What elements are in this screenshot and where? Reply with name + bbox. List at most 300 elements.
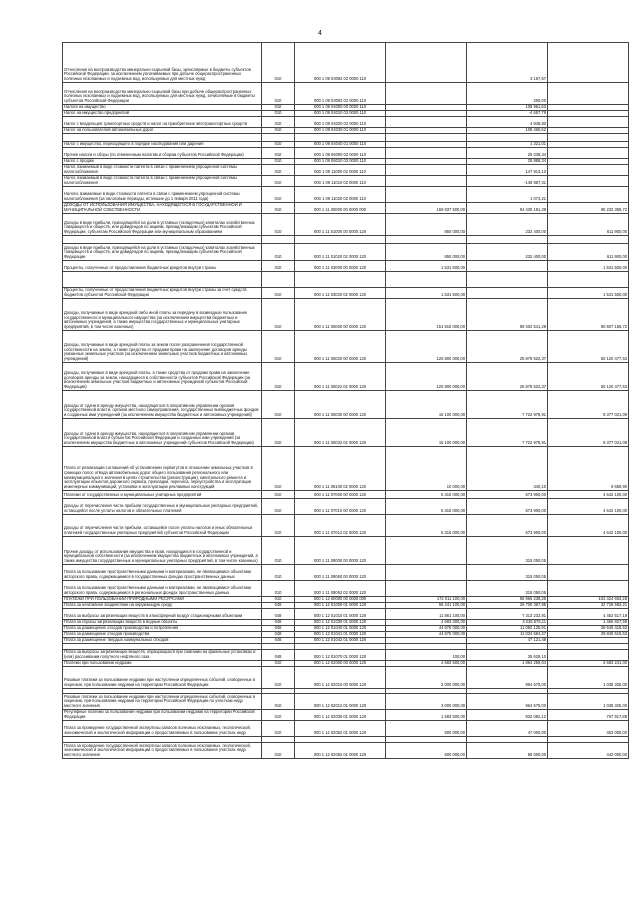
- table-row: [63, 117, 629, 128]
- table-row: [63, 203, 629, 214]
- row-budget-code: 000 1 11 05032 02 0000 120: [295, 419, 386, 447]
- table-row: [63, 515, 629, 537]
- row-name: Доходы от сдачи в аренду имущества, находящегося в оперативном управлении органов государственной власти, органов местного самоуправления, государственных внебюджетных фондов и созданных ими учреждений (за исключением имущества бюджетных и автономных учреждений): [63, 391, 262, 419]
- row-admin-code: 048: [262, 632, 295, 638]
- table-row: [63, 261, 629, 272]
- table-row: [63, 597, 629, 603]
- table-row: [63, 447, 629, 491]
- row-admin-code: 048: [262, 620, 295, 626]
- row-remaining: 8 377 021,09: [548, 391, 629, 419]
- row-executed: [467, 272, 548, 288]
- row-approved: [386, 83, 467, 105]
- table-row: [63, 363, 629, 391]
- row-budget-code: 000 1 11 00000 00 0000 000: [295, 203, 386, 214]
- row-remaining: [548, 148, 629, 159]
- row-executed: 25 038,34: [467, 148, 548, 159]
- row-name: Плата за пользование пространственными данными и материалами, не являющимися объектами авторского права, содержащимися в региональных фондах пространственных данных: [63, 581, 262, 597]
- row-name: Плата за проведение государственной экспертизы запасов полезных ископаемых, геологической, экономической и экологической информации о предоставляемых в пользование участках недр: [63, 721, 262, 737]
- table-row: [63, 710, 629, 721]
- table-row: [63, 603, 629, 609]
- row-executed: 47 000,00: [467, 721, 548, 737]
- row-remaining: 453 000,00: [548, 721, 629, 737]
- row-executed: 315 050,05: [467, 581, 548, 597]
- row-budget-code: 000 1 09 03083 02 0000 110: [295, 83, 386, 105]
- row-budget-code: 000 1 11 05000 00 0000 120: [295, 299, 386, 331]
- table-row: [63, 176, 629, 187]
- row-executed: [467, 261, 548, 272]
- row-admin-code: 010: [262, 117, 295, 128]
- row-budget-code: 000 1 11 01020 02 0000 120: [295, 244, 386, 261]
- table-row: [63, 43, 629, 83]
- row-executed: 964 675,00: [467, 694, 548, 710]
- row-name: Налог с владельцев транспортных средств и налог на приобретение автотранспортных средств: [63, 117, 262, 128]
- row-approved: 169 837 500,00: [386, 203, 467, 214]
- table-row: [63, 499, 629, 515]
- row-admin-code: 010: [262, 667, 295, 689]
- row-admin-code: 010: [262, 597, 295, 603]
- row-executed: 1 321,01: [467, 142, 548, 148]
- row-approved: 500 000,00: [386, 721, 467, 737]
- row-admin-code: 010: [262, 721, 295, 737]
- table-row: [63, 83, 629, 105]
- row-admin-code: 048: [262, 609, 295, 620]
- row-approved: 1 583 500,00: [386, 710, 467, 721]
- row-executed: 232 400,00: [467, 244, 548, 261]
- table-row: [63, 626, 629, 632]
- row-approved: [386, 165, 467, 176]
- row-remaining: [548, 650, 629, 661]
- row-approved: 11 861 100,00: [386, 609, 467, 620]
- row-approved: 44 875 000,00: [386, 626, 467, 632]
- row-budget-code: 000 1 09 06000 02 0000 110: [295, 148, 386, 159]
- row-remaining: 29 840 615,63: [548, 632, 629, 638]
- row-name: Доходы, получаемые в виде арендной платы за земли после разграничения государственной собственности на землю, а также средства от продажи права на заключение договоров аренды указанных земельных участков (за исключением земельных участков бюджетных и автономных учреждений): [63, 331, 262, 363]
- row-remaining: 102 424 653,28: [548, 597, 629, 603]
- row-approved: 2 000 000,00: [386, 694, 467, 710]
- row-executed: [467, 134, 548, 142]
- row-remaining: [548, 565, 629, 581]
- revenue-table: [62, 42, 629, 759]
- row-remaining: 2 683 241,00: [548, 661, 629, 667]
- row-executed: -4 657,79: [467, 111, 548, 117]
- table-row: [63, 148, 629, 159]
- table-row: [63, 537, 629, 565]
- table-row: [63, 491, 629, 499]
- table-row: [63, 165, 629, 176]
- row-executed: 1 854 259,04: [467, 661, 548, 667]
- row-name: Доходы в виде прибыли, приходящейся на доли в уставных (складочных) капиталах хозяйственных товариществ и обществ, или дивидендов по акциям, принадлежащим субъектам Российской Федерации: [63, 244, 262, 261]
- row-remaining: [548, 117, 629, 128]
- row-approved: [386, 176, 467, 187]
- row-name: Проценты, полученные от предоставления бюджетных кредитов внутри страны: [63, 261, 262, 272]
- row-budget-code: 000 1 09 04040 01 0000 110: [295, 142, 386, 148]
- row-admin-code: 010: [262, 165, 295, 176]
- row-budget-code: [295, 272, 386, 288]
- row-name: Доходы от сдачи в аренду имущества, находящегося в оперативном управлении органов государственной власти субъектов Российской Федерации и созданных ими учреждений (за исключением имущества бюджетных и автономных учреждений субъектов Российской Федерации): [63, 419, 262, 447]
- row-name: Плата за негативное воздействие на окружающую среду: [63, 603, 262, 609]
- row-approved: [386, 236, 467, 244]
- row-admin-code: 010: [262, 83, 295, 105]
- row-executed: 108 460,62: [467, 128, 548, 134]
- row-executed: 25 879 522,37: [467, 331, 548, 363]
- row-executed: 200,00: [467, 83, 548, 105]
- row-name: Проценты, полученные от предоставления бюджетных кредитов внутри страны за счет средств бюджетов субъектов Российской Федерации: [63, 288, 262, 299]
- row-admin-code: 010: [262, 128, 295, 134]
- row-remaining: [548, 43, 629, 83]
- row-name: Налог с продаж: [63, 159, 262, 165]
- row-admin-code: 010: [262, 581, 295, 597]
- row-budget-code: 000 1 09 11010 02 0000 110: [295, 176, 386, 187]
- row-budget-code: 000 1 11 03020 02 0000 120: [295, 288, 386, 299]
- row-approved: [386, 43, 467, 83]
- row-remaining: 4 642 100,00: [548, 515, 629, 537]
- row-name: Прочие доходы от использования имущества и прав, находящихся в государственной и муниципальной собственности (за исключением имущества бюджетных и автономных учреждений, а также имущества государственных и муниципальных унитарных предприятий, в том числе казенных): [63, 537, 262, 565]
- row-admin-code: 010: [262, 499, 295, 515]
- page-number: 4: [318, 30, 322, 37]
- row-executed: [467, 236, 548, 244]
- row-budget-code: 000 1 09 04010 02 0000 110: [295, 111, 386, 117]
- table-row: [63, 650, 629, 661]
- row-approved: [386, 187, 467, 203]
- row-approved: [386, 537, 467, 565]
- row-remaining: [548, 581, 629, 597]
- row-approved: 5 316 000,00: [386, 491, 467, 499]
- row-approved: 4 683 300,00: [386, 620, 467, 626]
- row-name: Налог, взимаемый в виде стоимости патента в связи с применением упрощенной системы налогообложения: [63, 165, 262, 176]
- row-approved: 125 800 000,00: [386, 331, 467, 363]
- table-row: [63, 609, 629, 620]
- row-admin-code: 010: [262, 187, 295, 203]
- row-budget-code: 000 1 09 06010 02 0000 110: [295, 159, 386, 165]
- row-name: Плата от реализации соглашений об установлении сервитутов в отношении земельных участков в границах полос отвода автомобильных дорог общего пользования регионального или межмуниципального значения в целях строительства (реконструкции), капитального ремонта и эксплуатации объектов дорожного сервиса, прокладки, переноса, переустройства и эксплуатации инженерных коммуникаций, установки и эксплуатации рекламных конструкций: [63, 447, 262, 491]
- row-executed: 94 430 191,39: [467, 203, 548, 214]
- row-remaining: 50 120 477,63: [548, 331, 629, 363]
- row-remaining: [548, 537, 629, 565]
- row-budget-code: 000 1 12 01030 01 0000 120: [295, 620, 386, 626]
- row-budget-code: 000 1 11 09000 00 0000 120: [295, 537, 386, 565]
- row-budget-code: 000 1 11 09060 00 0000 120: [295, 565, 386, 581]
- row-name: Плата за сбросы загрязняющих веществ в водные объекты: [63, 620, 262, 626]
- table-row: [63, 419, 629, 447]
- row-budget-code: 000 1 12 02030 01 0000 120: [295, 710, 386, 721]
- row-remaining: [548, 187, 629, 203]
- row-executed: 7 722 978,91: [467, 391, 548, 419]
- table-row: [63, 236, 629, 244]
- table-row: [63, 272, 629, 288]
- row-admin-code: 010: [262, 214, 295, 236]
- row-budget-code: 000 1 09 03082 02 0000 110: [295, 43, 386, 83]
- row-name: Отчисления на воспроизводство минерально-сырьевой базы при добыче общераспространенных полезных ископаемых и подземных вод, используемых для местных нужд, зачисляемые в бюджеты субъектов Российской Федерации: [63, 83, 262, 105]
- row-name: ДОХОДЫ ОТ ИСПОЛЬЗОВАНИЯ ИМУЩЕСТВА, НАХОДЯЩЕГОСЯ В ГОСУДАРСТВЕННОЙ И МУНИЦИПАЛЬНОЙ СОБСТВЕННОСТИ: [63, 203, 262, 214]
- row-admin-code: 010: [262, 710, 295, 721]
- table-row: [63, 214, 629, 236]
- row-executed: 7 722 978,91: [467, 419, 548, 447]
- row-budget-code: 000 1 12 01070 01 0000 120: [295, 650, 386, 661]
- row-budget-code: 000 1 12 01010 01 0000 120: [295, 609, 386, 620]
- row-name: Налог на имущество предприятий: [63, 111, 262, 117]
- row-name: Доходы от перечисления части прибыли государственных и муниципальных унитарных предприятий, остающейся после уплаты налогов и обязательных платежей: [63, 499, 262, 515]
- row-remaining: 1 531 500,00: [548, 261, 629, 272]
- row-budget-code: 000 1 11 09062 02 0000 120: [295, 581, 386, 597]
- row-admin-code: 010: [262, 419, 295, 447]
- row-admin-code: 010: [262, 661, 295, 667]
- row-name: Прочие налоги и сборы (по отмененным налогам и сборам субъектов Российской Федерации): [63, 148, 262, 159]
- row-name: ПЛАТЕЖИ ПРИ ПОЛЬЗОВАНИИ ПРИРОДНЫМИ РЕСУРСАМИ: [63, 597, 262, 603]
- row-approved: 850 000,00: [386, 214, 467, 236]
- row-executed: -148 987,31: [467, 176, 548, 187]
- table-row: [63, 694, 629, 710]
- row-remaining: 1 456 827,69: [548, 620, 629, 626]
- row-name: Налоги, взимаемые в виде стоимости патента в связи с применением упрощенной системы налогообложения (за налоговые периоды, истекшие до 1 января 2011 года): [63, 187, 262, 203]
- table-row: [63, 128, 629, 134]
- row-remaining: [548, 272, 629, 288]
- table-row: [63, 632, 629, 638]
- row-admin-code: 010: [262, 537, 295, 565]
- table-row: [63, 638, 629, 644]
- row-name: Налоги на имущество: [63, 105, 262, 111]
- row-name: Платежи от государственных и муниципальных унитарных предприятий: [63, 491, 262, 499]
- row-budget-code: 000 1 12 00000 00 0000 000: [295, 597, 386, 603]
- row-remaining: 611 900,00: [548, 214, 629, 236]
- row-executed: 11 034 694,37: [467, 632, 548, 638]
- row-remaining: 9 659,90: [548, 447, 629, 491]
- table-row: [63, 721, 629, 737]
- row-budget-code: 000 1 09 04000 00 0000 110: [295, 105, 386, 111]
- row-approved: 172 011 100,00: [386, 597, 467, 603]
- row-executed: 340,10: [467, 447, 548, 491]
- row-executed: 89 402 541,29: [467, 299, 548, 331]
- row-name: Плата за выбросы загрязняющих веществ, образующихся при сжигании на факельных установках и (или) рассеивании попутного нефтяного газа: [63, 650, 262, 661]
- row-admin-code: 010: [262, 743, 295, 759]
- row-admin-code: 048: [262, 638, 295, 644]
- row-executed: 108 961,63: [467, 105, 548, 111]
- row-approved: 16 100 000,00: [386, 391, 467, 419]
- row-admin-code: 010: [262, 491, 295, 499]
- row-executed: 35 628,10: [467, 650, 548, 661]
- row-approved: [386, 581, 467, 597]
- row-executed: [467, 288, 548, 299]
- row-budget-code: 000 1 12 01042 01 0000 120: [295, 638, 386, 644]
- row-executed: 4 948,80: [467, 117, 548, 128]
- row-executed: 47 121,48: [467, 638, 548, 644]
- row-approved: 16 100 000,00: [386, 419, 467, 447]
- table-row: [63, 244, 629, 261]
- row-admin-code: [262, 134, 295, 142]
- row-admin-code: 010: [262, 176, 295, 187]
- row-executed: 673 900,00: [467, 515, 548, 537]
- row-remaining: 28 640 418,63: [548, 626, 629, 632]
- row-name: Разовые платежи за пользование недрами при наступлении определенных событий, оговоренных в лицензии, при пользовании недрами на территории Российской Федерации: [63, 667, 262, 689]
- row-name: Плата за выбросы загрязняющих веществ в атмосферный воздух стационарными объектами: [63, 609, 262, 620]
- row-name: Налог, взимаемый в виде стоимости патента в связи с применением упрощенной системы налогообложения: [63, 176, 262, 187]
- row-remaining: [548, 134, 629, 142]
- row-admin-code: 010: [262, 203, 295, 214]
- row-approved: [386, 134, 467, 142]
- row-executed: 232 400,00: [467, 214, 548, 236]
- row-budget-code: 000 1 12 02000 00 0000 120: [295, 661, 386, 667]
- row-name: Платежи при пользовании недрами: [63, 661, 262, 667]
- row-name: Плата за размещение отходов производства и потребления: [63, 626, 262, 632]
- row-budget-code: 000 1 12 02010 00 0000 120: [295, 667, 386, 689]
- row-admin-code: 010: [262, 244, 295, 261]
- table-row: [63, 134, 629, 142]
- row-executed: 25 879 522,37: [467, 363, 548, 391]
- row-budget-code: 000 1 11 05100 02 0000 120: [295, 447, 386, 491]
- row-approved: 151 916 000,00: [386, 299, 467, 331]
- row-remaining: 80 507 158,72: [548, 299, 629, 331]
- row-budget-code: 000 1 11 01000 00 0000 120: [295, 214, 386, 236]
- row-admin-code: 010: [262, 261, 295, 272]
- table-row: [63, 565, 629, 581]
- row-remaining: [548, 236, 629, 244]
- row-executed: 832 082,12: [467, 710, 548, 721]
- row-admin-code: 010: [262, 515, 295, 537]
- row-admin-code: 048: [262, 626, 295, 632]
- row-approved: [386, 565, 467, 581]
- table-row: [63, 581, 629, 597]
- row-budget-code: 000 1 09 04020 02 0000 110: [295, 117, 386, 128]
- row-name: Доходы в виде прибыли, приходящейся на доли в уставных (складочных) капиталах хозяйственных товариществ и обществ, или дивидендов по акциям, принадлежащим субъектам Российской Федерации, субъектам Российской Федерации или муниципальным образованиям: [63, 214, 262, 236]
- row-name: Плата за проведение государственной экспертизы запасов полезных ископаемых, геологической, экономической и экологической информации о предоставляемых в пользование участках недр местного значения: [63, 743, 262, 759]
- row-executed: 3 226 576,11: [467, 620, 548, 626]
- row-executed: 147 913,10: [467, 165, 548, 176]
- row-budget-code: 000 1 09 04030 01 0000 110: [295, 128, 386, 134]
- row-remaining: 8 377 021,09: [548, 419, 629, 447]
- row-budget-code: 000 1 12 02012 01 0000 120: [295, 694, 386, 710]
- row-name: Плата за размещение отходов производства: [63, 632, 262, 638]
- row-remaining: 4 452 517,19: [548, 609, 629, 620]
- row-budget-code: 000 1 09 11020 02 0000 110: [295, 187, 386, 203]
- row-budget-code: [295, 236, 386, 244]
- row-admin-code: 010: [262, 43, 295, 83]
- row-executed: 673 900,00: [467, 499, 548, 515]
- row-admin-code: 048: [262, 650, 295, 661]
- row-approved: [386, 148, 467, 159]
- row-budget-code: 000 1 11 05030 00 0000 120: [295, 391, 386, 419]
- row-admin-code: 048: [262, 603, 295, 609]
- row-admin-code: 010: [262, 288, 295, 299]
- row-remaining: 95 232 358,72: [548, 203, 629, 214]
- row-approved: 1 531 500,00: [386, 261, 467, 272]
- row-budget-code: 000 1 12 02052 01 0000 120: [295, 743, 386, 759]
- row-remaining: 1 035 325,00: [548, 694, 629, 710]
- row-executed: 1 074,21: [467, 187, 548, 203]
- row-approved: 4 583 500,00: [386, 661, 467, 667]
- row-approved: 10 000,00: [386, 447, 467, 491]
- row-admin-code: 010: [262, 299, 295, 331]
- row-budget-code: 000 1 11 07000 00 0000 120: [295, 491, 386, 499]
- table-row: [63, 142, 629, 148]
- row-name: Доходы от перечисления части прибыли, остающейся после уплаты налогов и иных обязательных платежей государственных унитарных предприятий субъектов Российской Федерации: [63, 515, 262, 537]
- row-remaining: [548, 176, 629, 187]
- row-remaining: 1 531 500,00: [548, 288, 629, 299]
- row-budget-code: 000 1 11 05022 02 0000 120: [295, 363, 386, 391]
- row-executed: 315 050,05: [467, 565, 548, 581]
- row-remaining: 611 900,00: [548, 244, 629, 261]
- row-approved: 500 000,00: [386, 743, 467, 759]
- row-admin-code: 010: [262, 694, 295, 710]
- row-approved: 850 000,00: [386, 244, 467, 261]
- row-admin-code: 010: [262, 159, 295, 165]
- row-admin-code: 010: [262, 111, 295, 117]
- row-admin-code: 010: [262, 447, 295, 491]
- table-row: [63, 331, 629, 363]
- row-executed: 66 965 238,28: [467, 597, 548, 603]
- row-name: Плата за размещение твердых коммунальных отходов: [63, 638, 262, 644]
- row-admin-code: 010: [262, 363, 295, 391]
- row-approved: [386, 117, 467, 128]
- row-approved: 5 316 000,00: [386, 499, 467, 515]
- row-name: Налог с имущества, переходящего в порядке наследования или дарения: [63, 142, 262, 148]
- table-row: [63, 391, 629, 419]
- row-admin-code: 010: [262, 142, 295, 148]
- row-remaining: 50 120 477,63: [548, 363, 629, 391]
- row-approved: 2 000 000,00: [386, 667, 467, 689]
- row-remaining: [548, 165, 629, 176]
- row-executed: 7 313 232,81: [467, 609, 548, 620]
- row-name: Доходы, получаемые в виде арендной либо иной платы за передачу в возмездное пользование государственного и муниципального имущества (за исключением имущества бюджетных и автономных учреждений, а также имущества государственных и муниципальных унитарных предприятий, в том числе казенных): [63, 299, 262, 331]
- row-budget-code: 000 1 12 01041 01 0000 120: [295, 632, 386, 638]
- row-executed: 25 888,34: [467, 159, 548, 165]
- row-approved: [386, 272, 467, 288]
- row-budget-code: [295, 134, 386, 142]
- table-row: [63, 187, 629, 203]
- row-budget-code: 000 1 11 05020 00 0000 120: [295, 331, 386, 363]
- row-executed: 11 082 125,91: [467, 626, 548, 632]
- row-approved: 1 531 500,00: [386, 288, 467, 299]
- row-budget-code: 000 1 11 07012 02 0000 120: [295, 515, 386, 537]
- row-executed: 3 167,67: [467, 43, 548, 83]
- row-budget-code: 000 1 12 01040 01 0000 120: [295, 626, 386, 632]
- table-row: [63, 743, 629, 759]
- row-name: [63, 272, 262, 288]
- row-admin-code: 010: [262, 391, 295, 419]
- row-admin-code: 010: [262, 105, 295, 111]
- row-remaining: 1 035 325,00: [548, 667, 629, 689]
- row-admin-code: 010: [262, 565, 295, 581]
- row-remaining: 767 917,88: [548, 710, 629, 721]
- row-name: Разовые платежи за пользование недрами при наступлении определенных событий, оговоренных в лицензии, при пользовании недрами на территории Российской Федерации по участкам недр местного значения: [63, 694, 262, 710]
- row-approved: 125 800 000,00: [386, 363, 467, 391]
- row-remaining: [548, 83, 629, 105]
- table-row: [63, 620, 629, 626]
- row-name: Плата за пользование пространственными данными и материалами, не являющимися объектами авторского права, содержащимися в государственных фондах пространственных данных: [63, 565, 262, 581]
- row-name: Доходы, получаемые в виде арендной платы, а также средства от продажи права на заключение договоров аренды за земли, находящиеся в собственности субъектов Российской Федерации (за исключением земельных участков бюджетных и автономных учреждений субъектов Российской Федерации): [63, 363, 262, 391]
- row-admin-code: 010: [262, 148, 295, 159]
- row-admin-code: [262, 236, 295, 244]
- row-remaining: 32 728 583,21: [548, 603, 629, 609]
- row-name: Отчисления на воспроизводство минерально-сырьевой базы, зачисляемые в бюджеты субъектов Российской Федерации, за исключением уплачиваемых при добыче общераспространенных полезных ископаемых и подземных вод, используемых для местных нужд: [63, 43, 262, 83]
- row-remaining: 4 642 100,00: [548, 491, 629, 499]
- row-name: Регулярные платежи за пользование недрами при пользовании недрами на территории Российской Федерации: [63, 710, 262, 721]
- row-budget-code: 000 1 11 03000 00 0000 120: [295, 261, 386, 272]
- row-name: Налог на пользователей автомобильных дорог: [63, 128, 262, 134]
- row-approved: 44 875 000,00: [386, 632, 467, 638]
- row-budget-code: 000 1 11 07010 00 0000 120: [295, 499, 386, 515]
- row-executed: 26 700 367,95: [467, 603, 548, 609]
- row-approved: 5 316 000,00: [386, 515, 467, 537]
- row-remaining: 4 642 100,00: [548, 499, 629, 515]
- row-name: [63, 236, 262, 244]
- row-remaining: 442 000,00: [548, 743, 629, 759]
- row-budget-code: 000 1 12 02052 01 0000 120: [295, 721, 386, 737]
- row-budget-code: 000 1 09 11000 02 0000 110: [295, 165, 386, 176]
- row-executed: 315 050,05: [467, 537, 548, 565]
- row-name: [63, 134, 262, 142]
- row-executed: 673 900,00: [467, 491, 548, 499]
- row-approved: 56 441 100,00: [386, 603, 467, 609]
- table-row: [63, 288, 629, 299]
